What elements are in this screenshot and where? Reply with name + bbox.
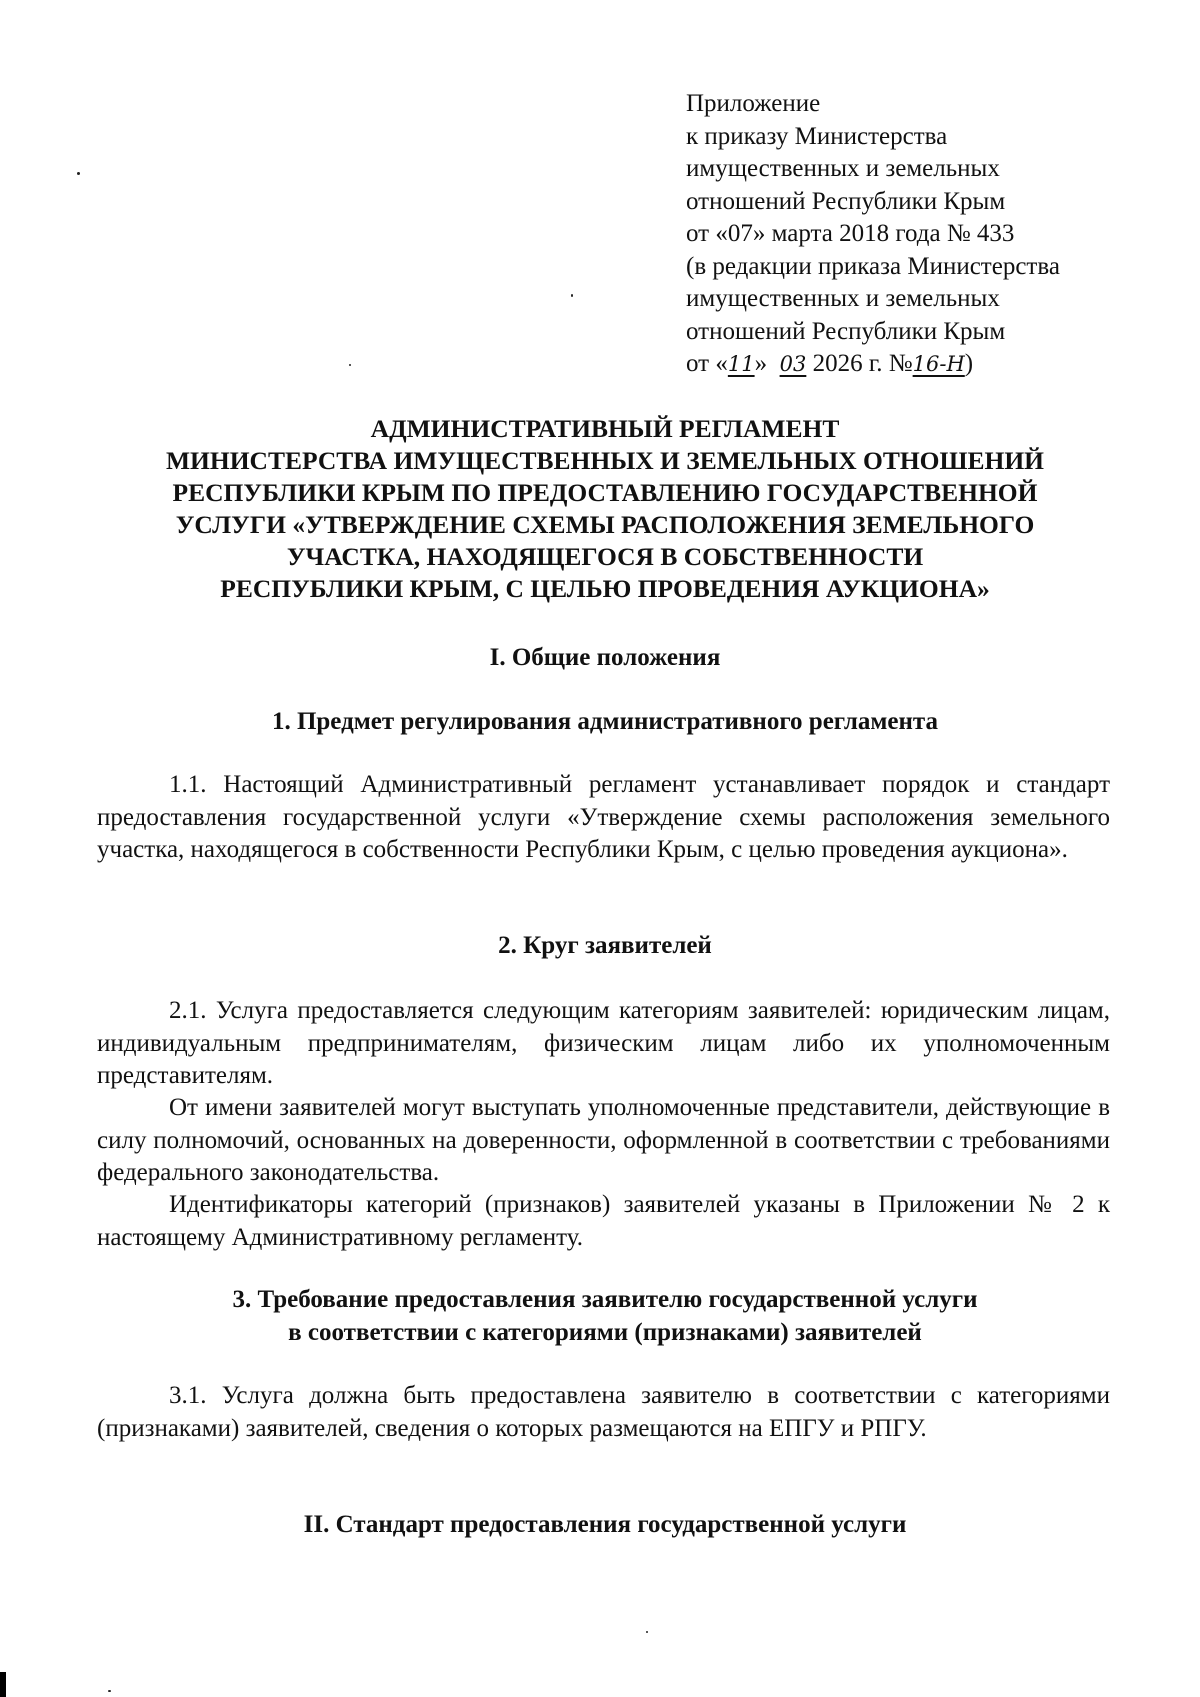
subsection-1-heading: 1. Предмет регулирования административного регламента — [271, 708, 939, 735]
date-month-handwritten: 03 — [779, 352, 807, 376]
paragraph-2-1: 2.1. Услуга предоставляется следующим категориям заявителей: юридическим лицам, индивидуальным предпринимателям, физическим лицам либо их уполномоченным представителям. — [97, 997, 1110, 1089]
order-number-handwritten: 16-Н — [912, 352, 965, 376]
scan-speck — [349, 364, 351, 366]
date-day-handwritten: 11 — [727, 352, 755, 376]
title-line: АДМИНИСТРАТИВНЫЙ РЕГЛАМЕНТ — [370, 414, 840, 443]
appendix-line: (в редакции приказа Министерства — [686, 252, 1060, 280]
appendix-block — [686, 88, 1146, 381]
date-prefix: от « — [686, 350, 728, 377]
paragraph-1-1: 1.1. Настоящий Административный регламент устанавливает порядок и стандарт предоставления государственной услуги «Утверждение схемы расположения земельного участка, находящегося в собственности Республики Крым, с целью проведения аукциона». — [97, 771, 1110, 863]
date-mid: » — [754, 350, 768, 377]
appendix-line: отношений Республики Крым — [686, 317, 1006, 345]
section-2-heading: II. Стандарт предоставления государственной услуги — [303, 1511, 907, 1538]
scan-speck — [571, 294, 573, 297]
appendix-line: имущественных и земельных — [686, 155, 1000, 182]
document-title — [95, 413, 1115, 605]
subsection-3-heading — [95, 1284, 1115, 1349]
paragraph-2-3: Идентификаторы категорий (признаков) заявителей указаны в Приложении № 2 к настоящему Административному регламенту. — [97, 1191, 1110, 1251]
title-line: УЧАСТКА, НАХОДЯЩЕГОСЯ В СОБСТВЕННОСТИ — [286, 542, 924, 571]
date-suffix: ) — [964, 350, 974, 377]
paragraph-2-2: От имени заявителей могут выступать уполномоченные представители, действующие в силу полномочий, основанных на доверенности, оформленной в соответствии с требованиями федерального законодательства. — [97, 1094, 1110, 1186]
title-line: РЕСПУБЛИКИ КРЫМ ПО ПРЕДОСТАВЛЕНИЮ ГОСУДАРСТВЕННОЙ — [172, 478, 1038, 507]
title-line: РЕСПУБЛИКИ КРЫМ, С ЦЕЛЬЮ ПРОВЕДЕНИЯ АУКЦИОНА» — [220, 574, 990, 603]
scan-edge-mark — [0, 1672, 6, 1697]
scan-speck — [108, 1690, 111, 1692]
appendix-line: от «07» марта 2018 года № 433 — [686, 220, 1015, 247]
title-line: УСЛУГИ «УТВЕРЖДЕНИЕ СХЕМЫ РАСПОЛОЖЕНИЯ ЗЕМЕЛЬНОГО — [175, 510, 1035, 539]
paragraph-3-1: 3.1. Услуга должна быть предоставлена заявителю в соответствии с категориями (признаками) заявителей, сведения о которых размещаются на ЕПГУ и РПГУ. — [97, 1382, 1110, 1442]
appendix-line: имущественных и земельных — [686, 285, 1000, 312]
appendix-line: отношений Республики Крым — [686, 187, 1006, 215]
scan-speck — [646, 1631, 648, 1633]
subsection-2-heading: 2. Круг заявителей — [498, 932, 712, 959]
subsection-3-heading-line: в соответствии с категориями (признаками) заявителей — [288, 1318, 922, 1346]
appendix-line: Приложение — [686, 90, 821, 117]
section-1-heading: I. Общие положения — [489, 644, 721, 671]
scan-speck — [77, 172, 80, 175]
subsection-3-heading-line: 3. Требование предоставления заявителю государственной услуги — [232, 1286, 978, 1313]
title-line: МИНИСТЕРСТВА ИМУЩЕСТВЕННЫХ И ЗЕМЕЛЬНЫХ ОТНОШЕНИЙ — [165, 446, 1045, 475]
appendix-line: к приказу Министерства — [686, 122, 948, 150]
appendix-amendment-date — [686, 348, 1146, 381]
date-year: 2026 г. № — [812, 350, 913, 377]
